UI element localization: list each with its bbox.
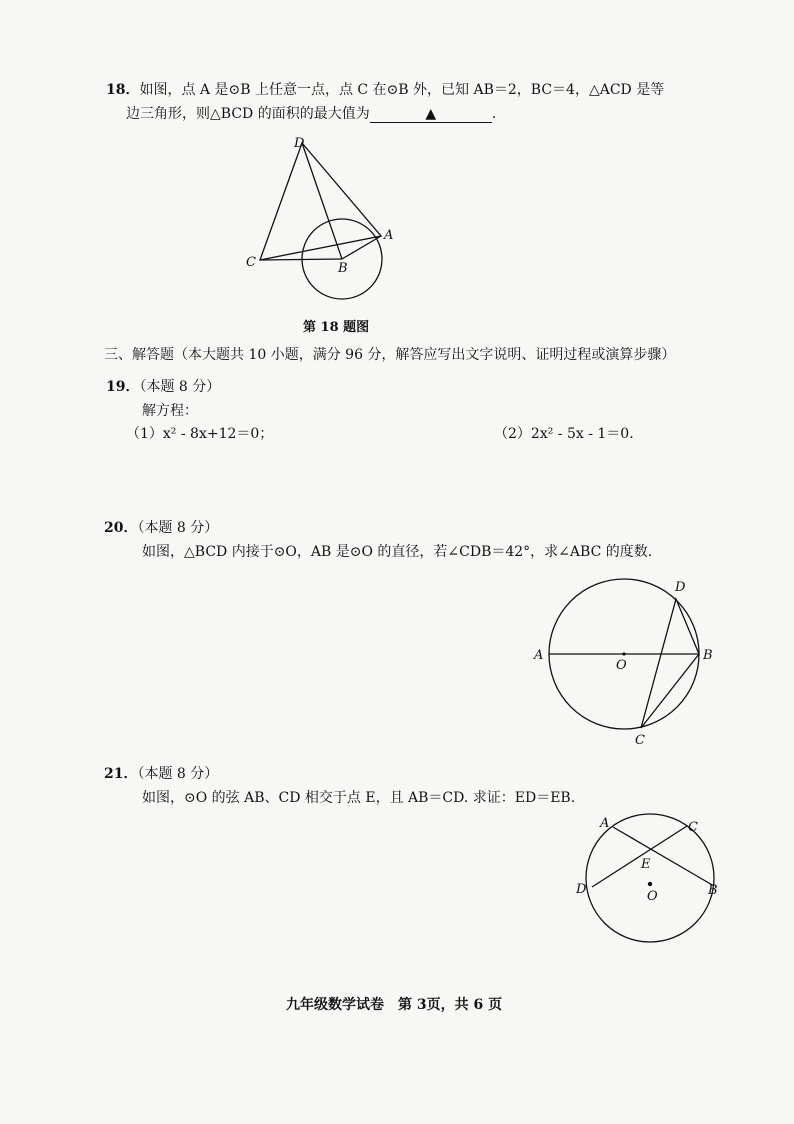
q19-number: 19． [106, 379, 140, 395]
q21-label-c: C [688, 820, 698, 835]
q21-header [104, 764, 218, 784]
q21-label-o: O [647, 889, 658, 904]
q21-label-d: D [576, 882, 587, 897]
q21-chord-cd [592, 826, 687, 887]
q18-segment-cb [260, 259, 342, 260]
page-footer: 九年级数学试卷 第 3页，共 6 页 [286, 997, 503, 1013]
q18-label-c: C [246, 255, 256, 270]
q18-answer-blank[interactable] [370, 106, 492, 123]
q19-instruction: 解方程： [142, 403, 198, 419]
q20-label-o: O [616, 658, 627, 673]
q20-label-a: A [534, 648, 544, 663]
q21-label-a: A [600, 816, 610, 831]
q19-part1: （1）x² - 8x+12＝0； [126, 426, 274, 442]
q21-label-e: E [641, 857, 651, 872]
q20-header [104, 518, 218, 538]
q21-figure [568, 812, 728, 952]
section3-heading: 三、解答题（本大题共 10 小题，满分 96 分，解答应写出文字说明、证明过程或演算步骤） [104, 347, 676, 363]
q20-number: 20． [104, 520, 138, 536]
q18-text-line2: 边三角形，则△BCD 的面积的最大值为 [126, 106, 370, 122]
q19-points: （本题 8 分） [139, 379, 221, 395]
q19-header [106, 377, 220, 397]
q21-center-dot [648, 882, 652, 886]
q21-number: 21． [104, 766, 138, 782]
q20-text: 如图，△BCD 内接于⊙O，AB 是⊙O 的直径，若∠CDB＝42°，求∠ABC 的度数. [142, 544, 653, 560]
q18-label-b: B [338, 261, 348, 276]
q18-caption: 第 18 题图 [303, 320, 370, 335]
q19-part2: （2）2x² - 5x - 1＝0. [494, 426, 634, 442]
q18-line2 [126, 104, 496, 124]
q20-label-c: C [635, 733, 645, 748]
q20-points: （本题 8 分） [137, 520, 219, 536]
q21-label-b: B [708, 883, 718, 898]
q20-figure [526, 572, 726, 750]
q18-figure [238, 130, 398, 310]
q18-label-d: D [294, 136, 305, 151]
q18-text-line1: 如图，点 A 是⊙B 上任意一点，点 C 在⊙B 外，已知 AB＝2，BC＝4，△ACD 是等 [139, 82, 665, 98]
q18-line1 [106, 80, 664, 100]
q20-label-b: B [703, 648, 713, 663]
q20-center-dot [622, 652, 625, 655]
q18-triangle-acd [260, 143, 381, 260]
q18-label-a: A [384, 228, 394, 243]
triangle-marker-icon: ▲ [425, 106, 437, 122]
q18-number: 18． [106, 82, 140, 98]
q20-label-d: D [675, 580, 686, 595]
q18-line2-end: . [491, 106, 497, 122]
q21-text: 如图，⊙O 的弦 AB、CD 相交于点 E，且 AB＝CD. 求证：ED＝EB. [142, 790, 576, 806]
q21-points: （本题 8 分） [137, 766, 219, 782]
q18-segment-db [302, 143, 342, 259]
